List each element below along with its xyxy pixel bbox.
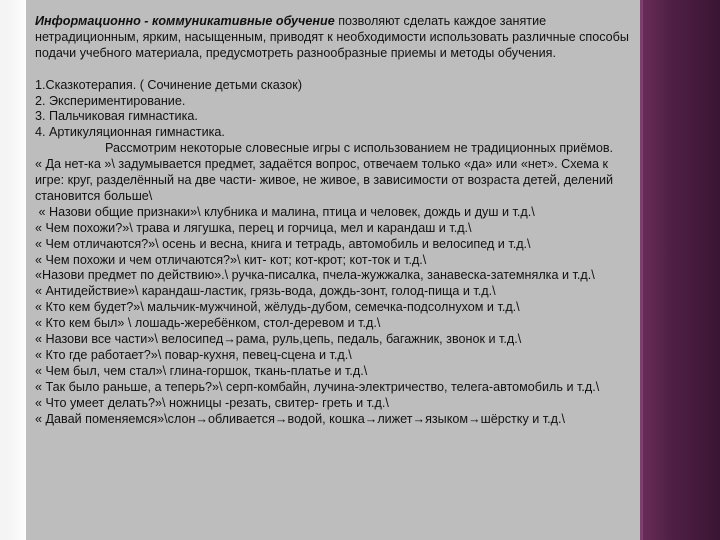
method-item: 3. Пальчиковая гимнастика. <box>35 109 198 124</box>
intro-lead: Информационно - коммуникативные обучение <box>35 14 335 28</box>
game-item: « Что умеет делать?»\ ножницы -резать, свитер- греть и т.д.\ <box>35 395 389 410</box>
game-item: « Да нет-ка »\ задумывается предмет, задаётся вопрос, отвечаем только «да» или «нет». Схема к игре: круг, разделённый на две части- живое, не живое, в зависимости от возраста детей, делений становится больше\ <box>35 157 614 203</box>
game-item: « Так было раньше, а теперь?»\ серп-комбайн, лучина-электричество, телега-автомобиль и т.д.\ <box>35 379 600 394</box>
text-block <box>35 14 635 428</box>
game-item: « Антидействие»\ карандаш-ластик, грязь-вода, дождь-зонт, голод-пища и т.д.\ <box>35 284 496 299</box>
decorative-side-band <box>640 0 720 540</box>
game-item: « Кто кем был» \ лошадь-жеребёнком, стол-деревом и т.д.\ <box>35 316 381 331</box>
game-item: « Кто где работает?»\ повар-кухня, певец-сцена и т.д.\ <box>35 348 352 363</box>
game-item: « Назови все части»\ велосипед→рама, руль,цепь, педаль, багажник, звонок и т.д.\ <box>35 332 522 347</box>
game-item: « Чем похожи?»\ трава и лягушка, перец и горчица, мел и карандаш и т.д.\ <box>35 220 472 235</box>
game-item: « Чем был, чем стал»\ глина-горшок, ткань-платье и т.д.\ <box>35 363 368 378</box>
intro-paragraph <box>35 14 635 62</box>
intro-rest: позволяют сделать каждое занятие нетрадиционным, ярким, насыщенным, приводят к необходимости использовать различные способы подачи учебного материала, предусмотреть разнообразные приемы и методы обучения. <box>35 14 629 60</box>
method-item: 4. Артикуляционная гимнастика. <box>35 125 225 140</box>
method-item: 1.Сказкотерапия. ( Сочинение детьми сказок) <box>35 77 303 92</box>
game-item: « Назови общие признаки»\ клубника и малина, птица и человек, дождь и душ и т.д.\ <box>35 204 535 219</box>
game-item: « Кто кем будет?»\ мальчик-мужчиной, жёлудь-дубом, семечка-подсолнухом и т.д.\ <box>35 300 520 315</box>
games-intro: Рассмотрим некоторые словесные игры с использованием не традиционных приёмов. <box>105 141 614 156</box>
game-item: « Давай поменяемся»\слон→обливается→водой, кошка→лижет→языком→шёрстку и т.д.\ <box>35 411 565 426</box>
game-item: « Чем отличаются?»\ осень и весна, книга и тетрадь, автомобиль и велосипед и т.д.\ <box>35 236 531 251</box>
game-item: «Назови предмет по действию».\ ручка-писалка, пчела-жужжалка, занавеска-затемнялка и т.д.\ <box>35 268 595 283</box>
game-item: « Чем похожи и чем отличаются?»\ кит- кот; кот-крот; кот-ток и т.д.\ <box>35 252 427 267</box>
method-item: 2. Экспериментирование. <box>35 93 186 108</box>
